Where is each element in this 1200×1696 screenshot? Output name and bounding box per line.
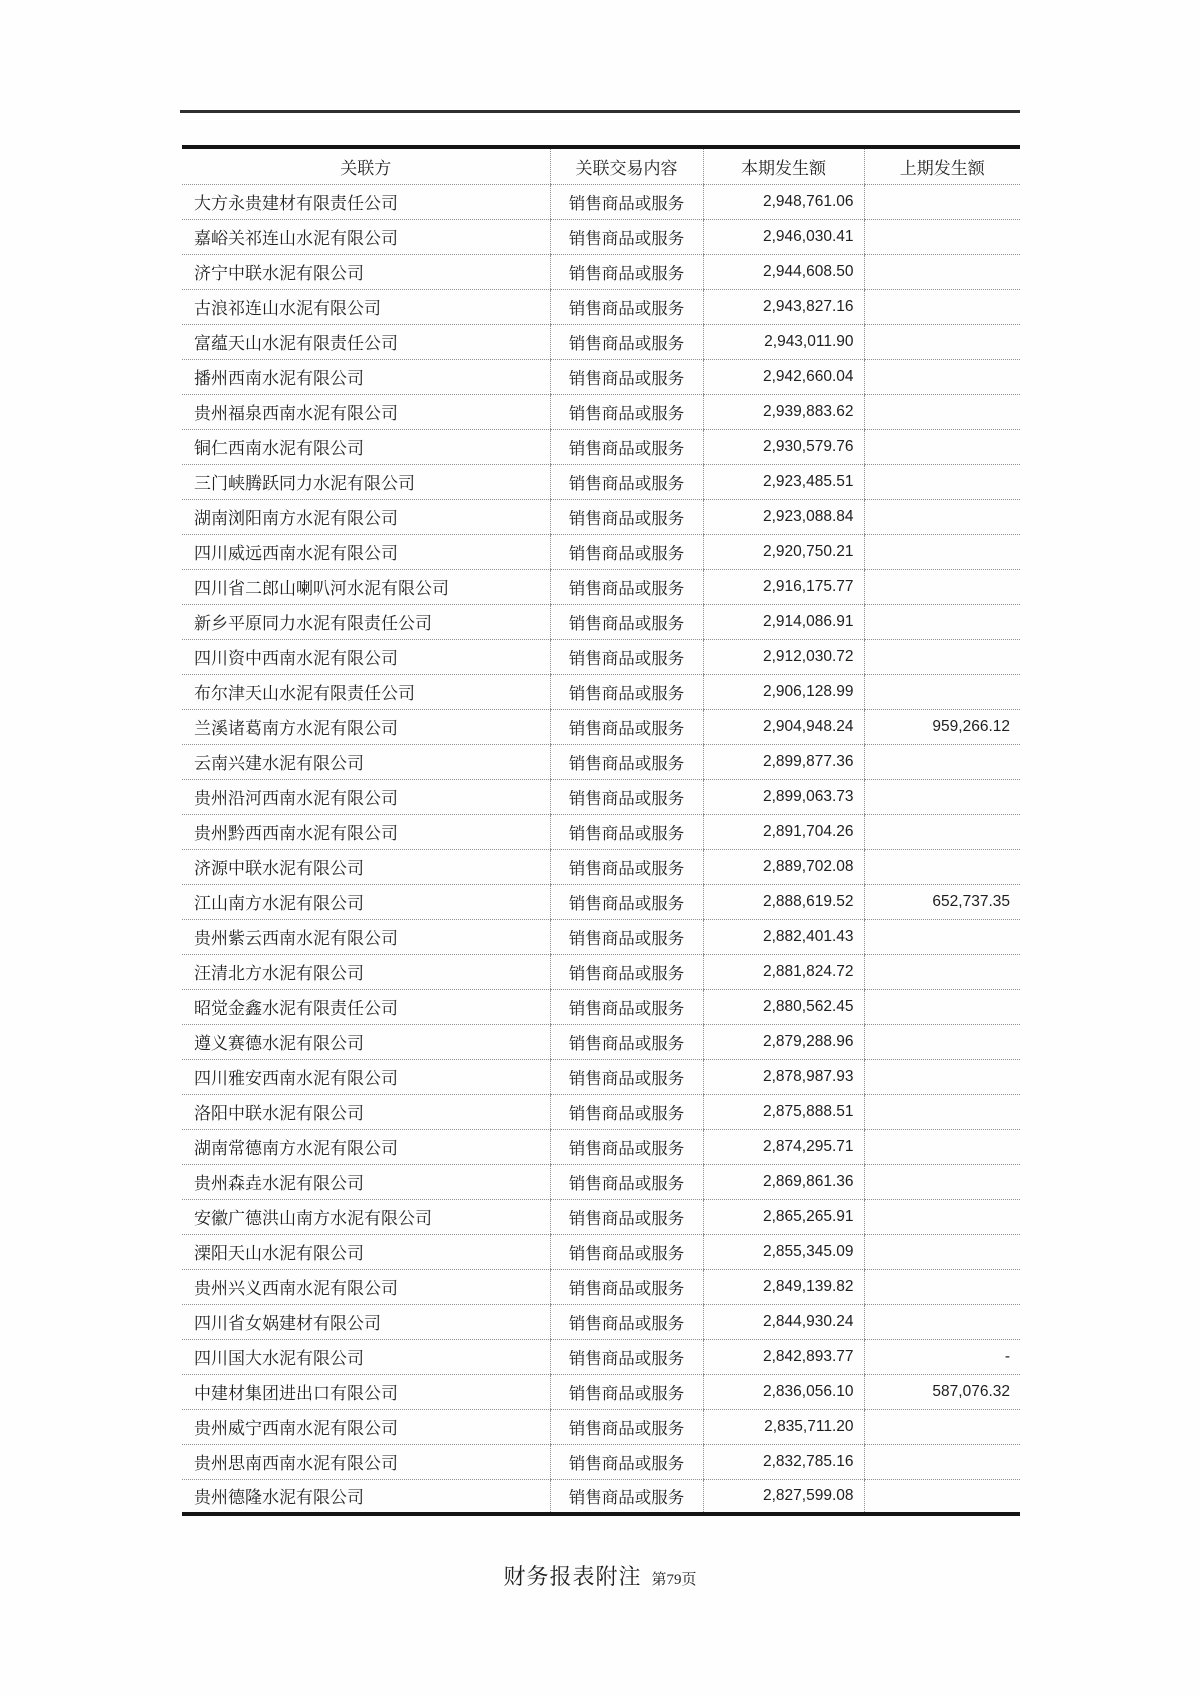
cell-current-amount: 2,878,987.93 [703, 1059, 864, 1094]
table-row [182, 1269, 1020, 1304]
table-row [182, 394, 1020, 429]
cell-current-amount: 2,836,056.10 [703, 1374, 864, 1409]
cell-prior-amount [864, 324, 1020, 359]
table-row [182, 1374, 1020, 1409]
cell-prior-amount [864, 989, 1020, 1024]
table-row [182, 1479, 1020, 1514]
cell-transaction: 销售商品或服务 [550, 744, 703, 779]
cell-transaction: 销售商品或服务 [550, 1409, 703, 1444]
cell-transaction: 销售商品或服务 [550, 1269, 703, 1304]
cell-related-party: 贵州森垚水泥有限公司 [182, 1164, 550, 1199]
cell-related-party: 江山南方水泥有限公司 [182, 884, 550, 919]
cell-prior-amount: 587,076.32 [864, 1374, 1020, 1409]
cell-current-amount: 2,835,711.20 [703, 1409, 864, 1444]
cell-transaction: 销售商品或服务 [550, 464, 703, 499]
cell-prior-amount [864, 1164, 1020, 1199]
cell-transaction: 销售商品或服务 [550, 324, 703, 359]
cell-current-amount: 2,920,750.21 [703, 534, 864, 569]
cell-related-party: 济源中联水泥有限公司 [182, 849, 550, 884]
cell-related-party: 中建材集团进出口有限公司 [182, 1374, 550, 1409]
cell-prior-amount [864, 184, 1020, 219]
cell-related-party: 四川雅安西南水泥有限公司 [182, 1059, 550, 1094]
header-transaction: 关联交易内容 [550, 147, 703, 184]
cell-transaction: 销售商品或服务 [550, 359, 703, 394]
cell-prior-amount: - [864, 1339, 1020, 1374]
cell-related-party: 播州西南水泥有限公司 [182, 359, 550, 394]
cell-prior-amount [864, 289, 1020, 324]
table-row [182, 674, 1020, 709]
cell-related-party: 贵州威宁西南水泥有限公司 [182, 1409, 550, 1444]
cell-related-party: 云南兴建水泥有限公司 [182, 744, 550, 779]
cell-transaction: 销售商品或服务 [550, 1164, 703, 1199]
cell-prior-amount [864, 429, 1020, 464]
table-row [182, 1024, 1020, 1059]
cell-prior-amount [864, 499, 1020, 534]
table-row [182, 954, 1020, 989]
cell-current-amount: 2,889,702.08 [703, 849, 864, 884]
cell-related-party: 济宁中联水泥有限公司 [182, 254, 550, 289]
table-row [182, 639, 1020, 674]
cell-current-amount: 2,875,888.51 [703, 1094, 864, 1129]
table-row [182, 1059, 1020, 1094]
cell-current-amount: 2,943,011.90 [703, 324, 864, 359]
cell-transaction: 销售商品或服务 [550, 254, 703, 289]
table-row [182, 1304, 1020, 1339]
cell-prior-amount [864, 1199, 1020, 1234]
cell-current-amount: 2,899,063.73 [703, 779, 864, 814]
cell-current-amount: 2,906,128.99 [703, 674, 864, 709]
cell-current-amount: 2,914,086.91 [703, 604, 864, 639]
table-row [182, 1164, 1020, 1199]
cell-transaction: 销售商品或服务 [550, 814, 703, 849]
table-row [182, 184, 1020, 219]
cell-related-party: 四川资中西南水泥有限公司 [182, 639, 550, 674]
cell-related-party: 贵州紫云西南水泥有限公司 [182, 919, 550, 954]
cell-related-party: 古浪祁连山水泥有限公司 [182, 289, 550, 324]
cell-related-party: 湖南常德南方水泥有限公司 [182, 1129, 550, 1164]
cell-current-amount: 2,943,827.16 [703, 289, 864, 324]
header-related-party: 关联方 [182, 147, 550, 184]
table-row [182, 1409, 1020, 1444]
cell-transaction: 销售商品或服务 [550, 954, 703, 989]
cell-prior-amount [864, 1304, 1020, 1339]
table-header [182, 147, 1020, 184]
cell-current-amount: 2,879,288.96 [703, 1024, 864, 1059]
cell-current-amount: 2,880,562.45 [703, 989, 864, 1024]
cell-current-amount: 2,923,088.84 [703, 499, 864, 534]
table-row [182, 1234, 1020, 1269]
cell-prior-amount [864, 569, 1020, 604]
cell-related-party: 富蕴天山水泥有限责任公司 [182, 324, 550, 359]
cell-transaction: 销售商品或服务 [550, 499, 703, 534]
cell-transaction: 销售商品或服务 [550, 1094, 703, 1129]
cell-transaction: 销售商品或服务 [550, 849, 703, 884]
cell-related-party: 四川威远西南水泥有限公司 [182, 534, 550, 569]
cell-prior-amount [864, 744, 1020, 779]
cell-prior-amount [864, 534, 1020, 569]
cell-current-amount: 2,904,948.24 [703, 709, 864, 744]
cell-current-amount: 2,946,030.41 [703, 219, 864, 254]
table-body [182, 184, 1020, 1514]
cell-prior-amount [864, 1094, 1020, 1129]
cell-prior-amount: 652,737.35 [864, 884, 1020, 919]
cell-related-party: 嘉峪关祁连山水泥有限公司 [182, 219, 550, 254]
cell-related-party: 三门峡腾跃同力水泥有限公司 [182, 464, 550, 499]
cell-related-party: 四川省二郎山喇叭河水泥有限公司 [182, 569, 550, 604]
cell-current-amount: 2,827,599.08 [703, 1479, 864, 1514]
table-row [182, 464, 1020, 499]
cell-transaction: 销售商品或服务 [550, 1304, 703, 1339]
cell-transaction: 销售商品或服务 [550, 1479, 703, 1514]
cell-transaction: 销售商品或服务 [550, 709, 703, 744]
cell-current-amount: 2,874,295.71 [703, 1129, 864, 1164]
page-header-rule [180, 110, 1020, 113]
cell-prior-amount [864, 359, 1020, 394]
cell-transaction: 销售商品或服务 [550, 569, 703, 604]
table-row [182, 919, 1020, 954]
header-prior-period: 上期发生额 [864, 147, 1020, 184]
cell-transaction: 销售商品或服务 [550, 289, 703, 324]
table-row [182, 254, 1020, 289]
cell-related-party: 洛阳中联水泥有限公司 [182, 1094, 550, 1129]
table-row [182, 814, 1020, 849]
table-row [182, 1199, 1020, 1234]
cell-current-amount: 2,849,139.82 [703, 1269, 864, 1304]
cell-prior-amount [864, 849, 1020, 884]
cell-prior-amount [864, 1409, 1020, 1444]
cell-current-amount: 2,912,030.72 [703, 639, 864, 674]
cell-related-party: 贵州黔西西南水泥有限公司 [182, 814, 550, 849]
cell-current-amount: 2,869,861.36 [703, 1164, 864, 1199]
table-row [182, 219, 1020, 254]
table-row [182, 429, 1020, 464]
table-row [182, 1339, 1020, 1374]
table-row [182, 324, 1020, 359]
cell-prior-amount [864, 919, 1020, 954]
cell-prior-amount [864, 219, 1020, 254]
cell-prior-amount [864, 1234, 1020, 1269]
table-row [182, 1094, 1020, 1129]
cell-transaction: 销售商品或服务 [550, 989, 703, 1024]
cell-related-party: 新乡平原同力水泥有限责任公司 [182, 604, 550, 639]
cell-transaction: 销售商品或服务 [550, 1374, 703, 1409]
cell-current-amount: 2,891,704.26 [703, 814, 864, 849]
table-row [182, 849, 1020, 884]
cell-related-party: 溧阳天山水泥有限公司 [182, 1234, 550, 1269]
cell-transaction: 销售商品或服务 [550, 1199, 703, 1234]
cell-related-party: 汪清北方水泥有限公司 [182, 954, 550, 989]
cell-transaction: 销售商品或服务 [550, 1444, 703, 1479]
cell-transaction: 销售商品或服务 [550, 639, 703, 674]
cell-transaction: 销售商品或服务 [550, 1059, 703, 1094]
cell-transaction: 销售商品或服务 [550, 429, 703, 464]
table-row [182, 884, 1020, 919]
cell-related-party: 昭觉金鑫水泥有限责任公司 [182, 989, 550, 1024]
cell-current-amount: 2,865,265.91 [703, 1199, 864, 1234]
footer-page-number: 第79页 [651, 1572, 697, 1588]
cell-related-party: 安徽广德洪山南方水泥有限公司 [182, 1199, 550, 1234]
cell-related-party: 四川国大水泥有限公司 [182, 1339, 550, 1374]
cell-prior-amount: 959,266.12 [864, 709, 1020, 744]
cell-prior-amount [864, 954, 1020, 989]
cell-transaction: 销售商品或服务 [550, 184, 703, 219]
cell-related-party: 贵州兴义西南水泥有限公司 [182, 1269, 550, 1304]
cell-transaction: 销售商品或服务 [550, 1234, 703, 1269]
cell-transaction: 销售商品或服务 [550, 919, 703, 954]
cell-related-party: 遵义赛德水泥有限公司 [182, 1024, 550, 1059]
table-row [182, 779, 1020, 814]
cell-prior-amount [864, 604, 1020, 639]
table-row [182, 569, 1020, 604]
table-row [182, 709, 1020, 744]
table-header-row [182, 147, 1020, 184]
cell-related-party: 湖南浏阳南方水泥有限公司 [182, 499, 550, 534]
cell-current-amount: 2,882,401.43 [703, 919, 864, 954]
cell-related-party: 贵州沿河西南水泥有限公司 [182, 779, 550, 814]
cell-prior-amount [864, 1269, 1020, 1304]
cell-transaction: 销售商品或服务 [550, 604, 703, 639]
cell-prior-amount [864, 1444, 1020, 1479]
cell-current-amount: 2,855,345.09 [703, 1234, 864, 1269]
cell-prior-amount [864, 394, 1020, 429]
cell-transaction: 销售商品或服务 [550, 534, 703, 569]
cell-prior-amount [864, 639, 1020, 674]
cell-current-amount: 2,832,785.16 [703, 1444, 864, 1479]
cell-transaction: 销售商品或服务 [550, 884, 703, 919]
table-row [182, 1444, 1020, 1479]
header-current-period: 本期发生额 [703, 147, 864, 184]
table-row [182, 1129, 1020, 1164]
table-row [182, 359, 1020, 394]
table-row [182, 744, 1020, 779]
cell-related-party: 贵州德隆水泥有限公司 [194, 1488, 364, 1508]
cell-transaction: 销售商品或服务 [550, 779, 703, 814]
cell-related-party: 铜仁西南水泥有限公司 [182, 429, 550, 464]
footer-title: 财务报表附注 [503, 1564, 642, 1589]
table-row [182, 534, 1020, 569]
cell-transaction: 销售商品或服务 [550, 394, 703, 429]
table-row [182, 989, 1020, 1024]
cell-related-party: 布尔津天山水泥有限责任公司 [182, 674, 550, 709]
cell-transaction: 销售商品或服务 [550, 1024, 703, 1059]
cell-related-party: 贵州福泉西南水泥有限公司 [182, 394, 550, 429]
cell-prior-amount [864, 674, 1020, 709]
table-row [182, 499, 1020, 534]
cell-related-party: 兰溪诸葛南方水泥有限公司 [182, 709, 550, 744]
cell-current-amount: 2,888,619.52 [703, 884, 864, 919]
cell-current-amount: 2,930,579.76 [703, 429, 864, 464]
cell-prior-amount [864, 779, 1020, 814]
page-footer [0, 1560, 1200, 1600]
cell-current-amount: 2,923,485.51 [703, 464, 864, 499]
table-row [182, 289, 1020, 324]
table-row [182, 604, 1020, 639]
cell-prior-amount [864, 254, 1020, 289]
cell-current-amount: 2,881,824.72 [703, 954, 864, 989]
cell-current-amount: 2,944,608.50 [703, 254, 864, 289]
cell-current-amount: 2,844,930.24 [703, 1304, 864, 1339]
cell-prior-amount [864, 1024, 1020, 1059]
cell-current-amount: 2,842,893.77 [703, 1339, 864, 1374]
cell-transaction: 销售商品或服务 [550, 1129, 703, 1164]
cell-related-party: 大方永贵建材有限责任公司 [182, 184, 550, 219]
cell-prior-amount [864, 814, 1020, 849]
cell-current-amount: 2,948,761.06 [703, 184, 864, 219]
cell-transaction: 销售商品或服务 [550, 674, 703, 709]
cell-transaction: 销售商品或服务 [550, 219, 703, 254]
cell-current-amount: 2,899,877.36 [703, 744, 864, 779]
cell-prior-amount [864, 1479, 1020, 1514]
cell-current-amount: 2,942,660.04 [703, 359, 864, 394]
cell-related-party: 贵州思南西南水泥有限公司 [182, 1444, 550, 1479]
related-party-transactions-table [182, 145, 1020, 1516]
cell-transaction: 销售商品或服务 [550, 1339, 703, 1374]
cell-prior-amount [864, 1129, 1020, 1164]
cell-prior-amount [864, 464, 1020, 499]
cell-current-amount: 2,939,883.62 [703, 394, 864, 429]
cell-prior-amount [864, 1059, 1020, 1094]
cell-related-party: 四川省女娲建材有限公司 [182, 1304, 550, 1339]
cell-current-amount: 2,916,175.77 [703, 569, 864, 604]
